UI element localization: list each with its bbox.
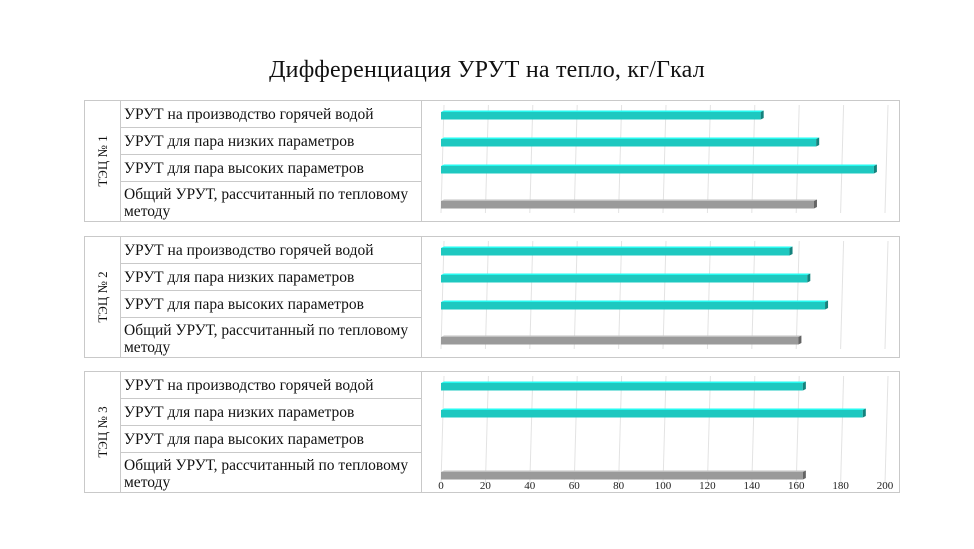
gridline: [530, 376, 533, 484]
bar-area: [421, 372, 899, 492]
gridline: [441, 376, 444, 484]
gridline: [663, 241, 666, 349]
group-label: ТЭЦ № 3: [94, 406, 110, 458]
bar-plot: [421, 372, 899, 502]
gridline: [485, 241, 488, 349]
row-labels: [120, 372, 422, 492]
bar: [441, 336, 801, 345]
category-label: УРУТ на производство горячей водой: [120, 237, 421, 264]
bar: [441, 274, 810, 283]
gridline: [663, 376, 666, 484]
gridline: [441, 241, 444, 349]
chart-title: Дифференциация УРУТ на тепло, кг/Гкал: [269, 57, 705, 83]
gridline: [619, 376, 622, 484]
bar: [441, 247, 793, 256]
gridline: [485, 105, 488, 213]
group-label-cell: [85, 101, 121, 221]
x-tick-label: 0: [438, 480, 444, 492]
category-label: Общий УРУТ, рассчитанный по тепловому методу: [124, 185, 409, 220]
category-label: УРУТ для пара низких параметров: [120, 264, 421, 291]
gridline: [707, 105, 710, 213]
x-tick-label: 120: [699, 480, 716, 492]
group-label-cell: [85, 237, 121, 357]
gridline: [841, 376, 844, 484]
category-label: УРУТ для пара низких параметров: [120, 128, 421, 155]
gridline: [885, 241, 888, 349]
gridline: [619, 241, 622, 349]
bar-plot: [421, 237, 899, 359]
bar: [441, 409, 866, 418]
category-label: Общий УРУТ, рассчитанный по тепловому методу: [124, 456, 409, 491]
group-label-cell: [85, 372, 121, 492]
x-tick-label: 140: [743, 480, 761, 492]
panel-tec-3: [84, 371, 900, 493]
group-label: ТЭЦ № 2: [94, 271, 110, 323]
gridline: [619, 105, 622, 213]
gridline: [796, 376, 799, 484]
x-tick-label: 100: [654, 480, 672, 492]
gridline: [752, 105, 755, 213]
x-tick-label: 160: [787, 480, 805, 492]
gridline: [885, 105, 888, 213]
x-tick-label: 20: [479, 480, 491, 492]
gridline: [530, 105, 533, 213]
category-label: УРУТ для пара высоких параметров: [120, 155, 421, 182]
bar: [441, 138, 819, 147]
gridline: [707, 241, 710, 349]
gridline: [663, 105, 666, 213]
category-label: УРУТ на производство горячей водой: [120, 101, 421, 128]
bar: [441, 165, 877, 174]
gridline: [574, 241, 577, 349]
panel-tec-1: [84, 100, 900, 222]
gridline: [841, 105, 844, 213]
gridline: [707, 376, 710, 484]
x-tick-label: 80: [613, 480, 625, 492]
row-labels: [120, 237, 422, 357]
bar-plot: [421, 101, 899, 223]
x-tick-label: 180: [832, 480, 849, 492]
bar: [441, 200, 817, 209]
category-label: УРУТ для пара низких параметров: [120, 399, 421, 426]
gridline: [796, 241, 799, 349]
bar: [441, 382, 806, 391]
gridline: [796, 105, 799, 213]
x-tick-label: 60: [568, 480, 580, 492]
gridline: [752, 376, 755, 484]
group-label: ТЭЦ № 1: [94, 135, 110, 187]
bar-area: [421, 237, 899, 357]
category-label: УРУТ для пара высоких параметров: [120, 291, 421, 318]
gridline: [574, 105, 577, 213]
gridline: [841, 241, 844, 349]
gridline: [752, 241, 755, 349]
bar-area: [421, 101, 899, 221]
bar: [441, 301, 828, 310]
panel-tec-2: [84, 236, 900, 358]
gridline: [885, 376, 888, 484]
category-label: УРУТ на производство горячей водой: [120, 372, 421, 399]
gridline: [530, 241, 533, 349]
bar: [441, 111, 764, 120]
row-labels: [120, 101, 422, 221]
x-tick-label: 40: [524, 480, 536, 492]
x-tick-label: 200: [876, 480, 894, 492]
gridline: [441, 105, 444, 213]
gridline: [485, 376, 488, 484]
category-label: Общий УРУТ, рассчитанный по тепловому методу: [124, 321, 409, 356]
gridline: [574, 376, 577, 484]
category-label: УРУТ для пара высоких параметров: [120, 426, 421, 453]
bar: [441, 471, 806, 480]
